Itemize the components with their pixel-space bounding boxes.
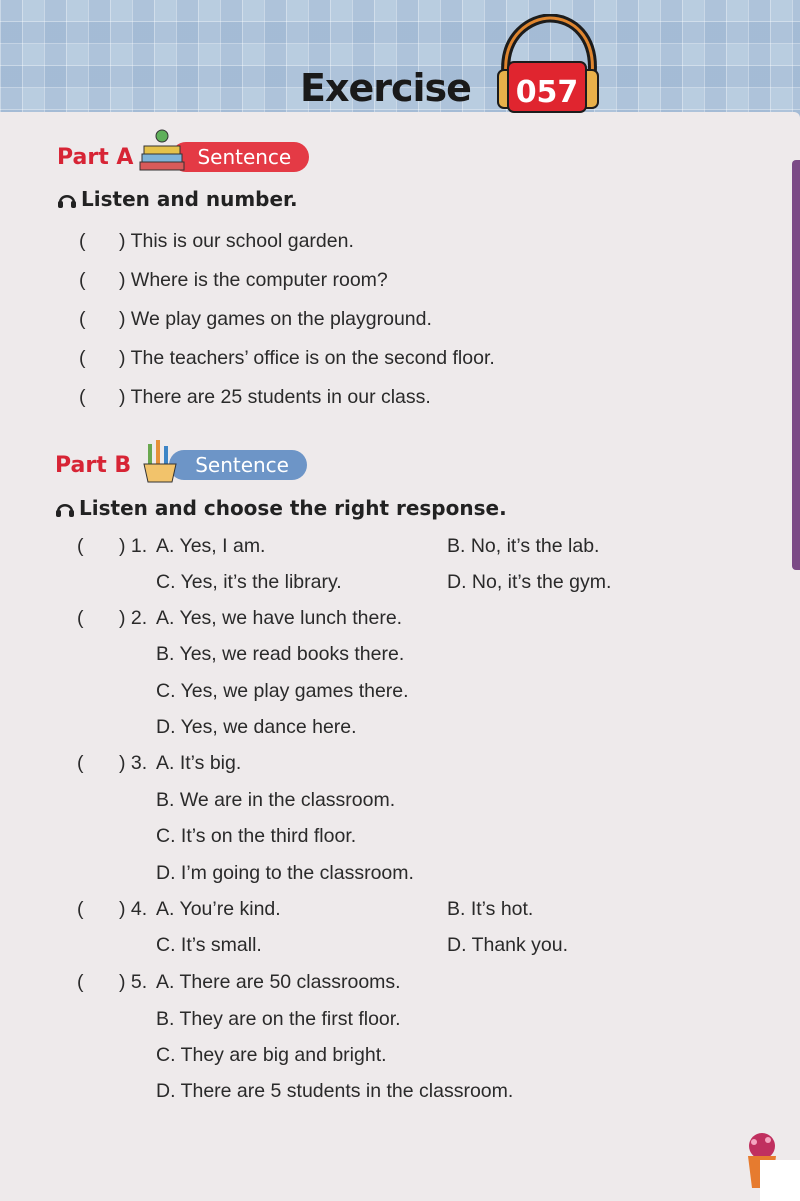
option-d: D. Thank you. bbox=[447, 934, 569, 956]
option-b: B. It’s hot. bbox=[447, 898, 534, 920]
part-a-instruction-text: Listen and number. bbox=[81, 187, 298, 211]
option-c: C. It’s small. bbox=[156, 934, 262, 956]
answer-blank-open: ( bbox=[77, 607, 84, 629]
option-d: D. I’m going to the classroom. bbox=[156, 862, 414, 884]
option-a: A. There are 50 classrooms. bbox=[156, 971, 401, 993]
answer-blank-open: ( bbox=[79, 230, 86, 252]
option-a: A. Yes, I am. bbox=[156, 535, 266, 557]
option-a: A. You’re kind. bbox=[156, 898, 281, 920]
books-icon bbox=[138, 128, 188, 174]
list-item: ) The teachers’ office is on the second floor. bbox=[119, 347, 495, 369]
option-d: D. There are 5 students in the classroom. bbox=[156, 1080, 514, 1102]
headphones-icon bbox=[57, 189, 77, 209]
option-a: A. Yes, we have lunch there. bbox=[156, 607, 403, 629]
page-title: Exercise bbox=[300, 66, 471, 110]
answer-blank-open: ( bbox=[79, 269, 86, 291]
answer-blank-open: ( bbox=[77, 535, 84, 557]
page-edge-tab bbox=[792, 160, 800, 570]
part-b-instruction-text: Listen and choose the right response. bbox=[79, 496, 507, 520]
list-item: ) Where is the computer room? bbox=[119, 269, 388, 291]
question-number: ) 5. bbox=[119, 971, 148, 993]
part-b-label: Part B bbox=[55, 452, 132, 478]
answer-blank-open: ( bbox=[77, 971, 84, 993]
part-a-sentence-pill: Sentence bbox=[171, 142, 309, 172]
answer-blank-open: ( bbox=[79, 347, 86, 369]
list-item: ) We play games on the playground. bbox=[119, 308, 432, 330]
option-c: C. They are big and bright. bbox=[156, 1044, 387, 1066]
option-d: D. No, it’s the gym. bbox=[447, 571, 612, 593]
answer-blank-open: ( bbox=[77, 752, 84, 774]
part-b-instruction bbox=[55, 496, 507, 520]
option-c: C. It’s on the third floor. bbox=[156, 825, 357, 847]
option-b: B. They are on the first floor. bbox=[156, 1008, 401, 1030]
option-b: B. We are in the classroom. bbox=[156, 789, 396, 811]
pencil-cup-icon bbox=[140, 436, 186, 486]
headphones-page-badge bbox=[492, 14, 604, 120]
list-item: ) This is our school garden. bbox=[119, 230, 354, 252]
question-number: ) 1. bbox=[119, 535, 148, 557]
question-number: ) 3. bbox=[119, 752, 148, 774]
headphones-icon bbox=[55, 498, 75, 518]
answer-blank-open: ( bbox=[79, 308, 86, 330]
question-number: ) 4. bbox=[119, 898, 148, 920]
part-a-label: Part A bbox=[57, 144, 134, 170]
list-item: ) There are 25 students in our class. bbox=[119, 386, 431, 408]
option-c: C. Yes, it’s the library. bbox=[156, 571, 342, 593]
option-b: B. Yes, we read books there. bbox=[156, 643, 405, 665]
qr-code bbox=[760, 1160, 800, 1201]
question-number: ) 2. bbox=[119, 607, 148, 629]
page-number: 057 bbox=[515, 75, 579, 110]
answer-blank-open: ( bbox=[79, 386, 86, 408]
part-b-sentence-pill: Sentence bbox=[169, 450, 307, 480]
option-c: C. Yes, we play games there. bbox=[156, 680, 409, 702]
option-b: B. No, it’s the lab. bbox=[447, 535, 600, 557]
option-a: A. It’s big. bbox=[156, 752, 242, 774]
answer-blank-open: ( bbox=[77, 898, 84, 920]
part-a-instruction bbox=[57, 187, 298, 211]
option-d: D. Yes, we dance here. bbox=[156, 716, 357, 738]
